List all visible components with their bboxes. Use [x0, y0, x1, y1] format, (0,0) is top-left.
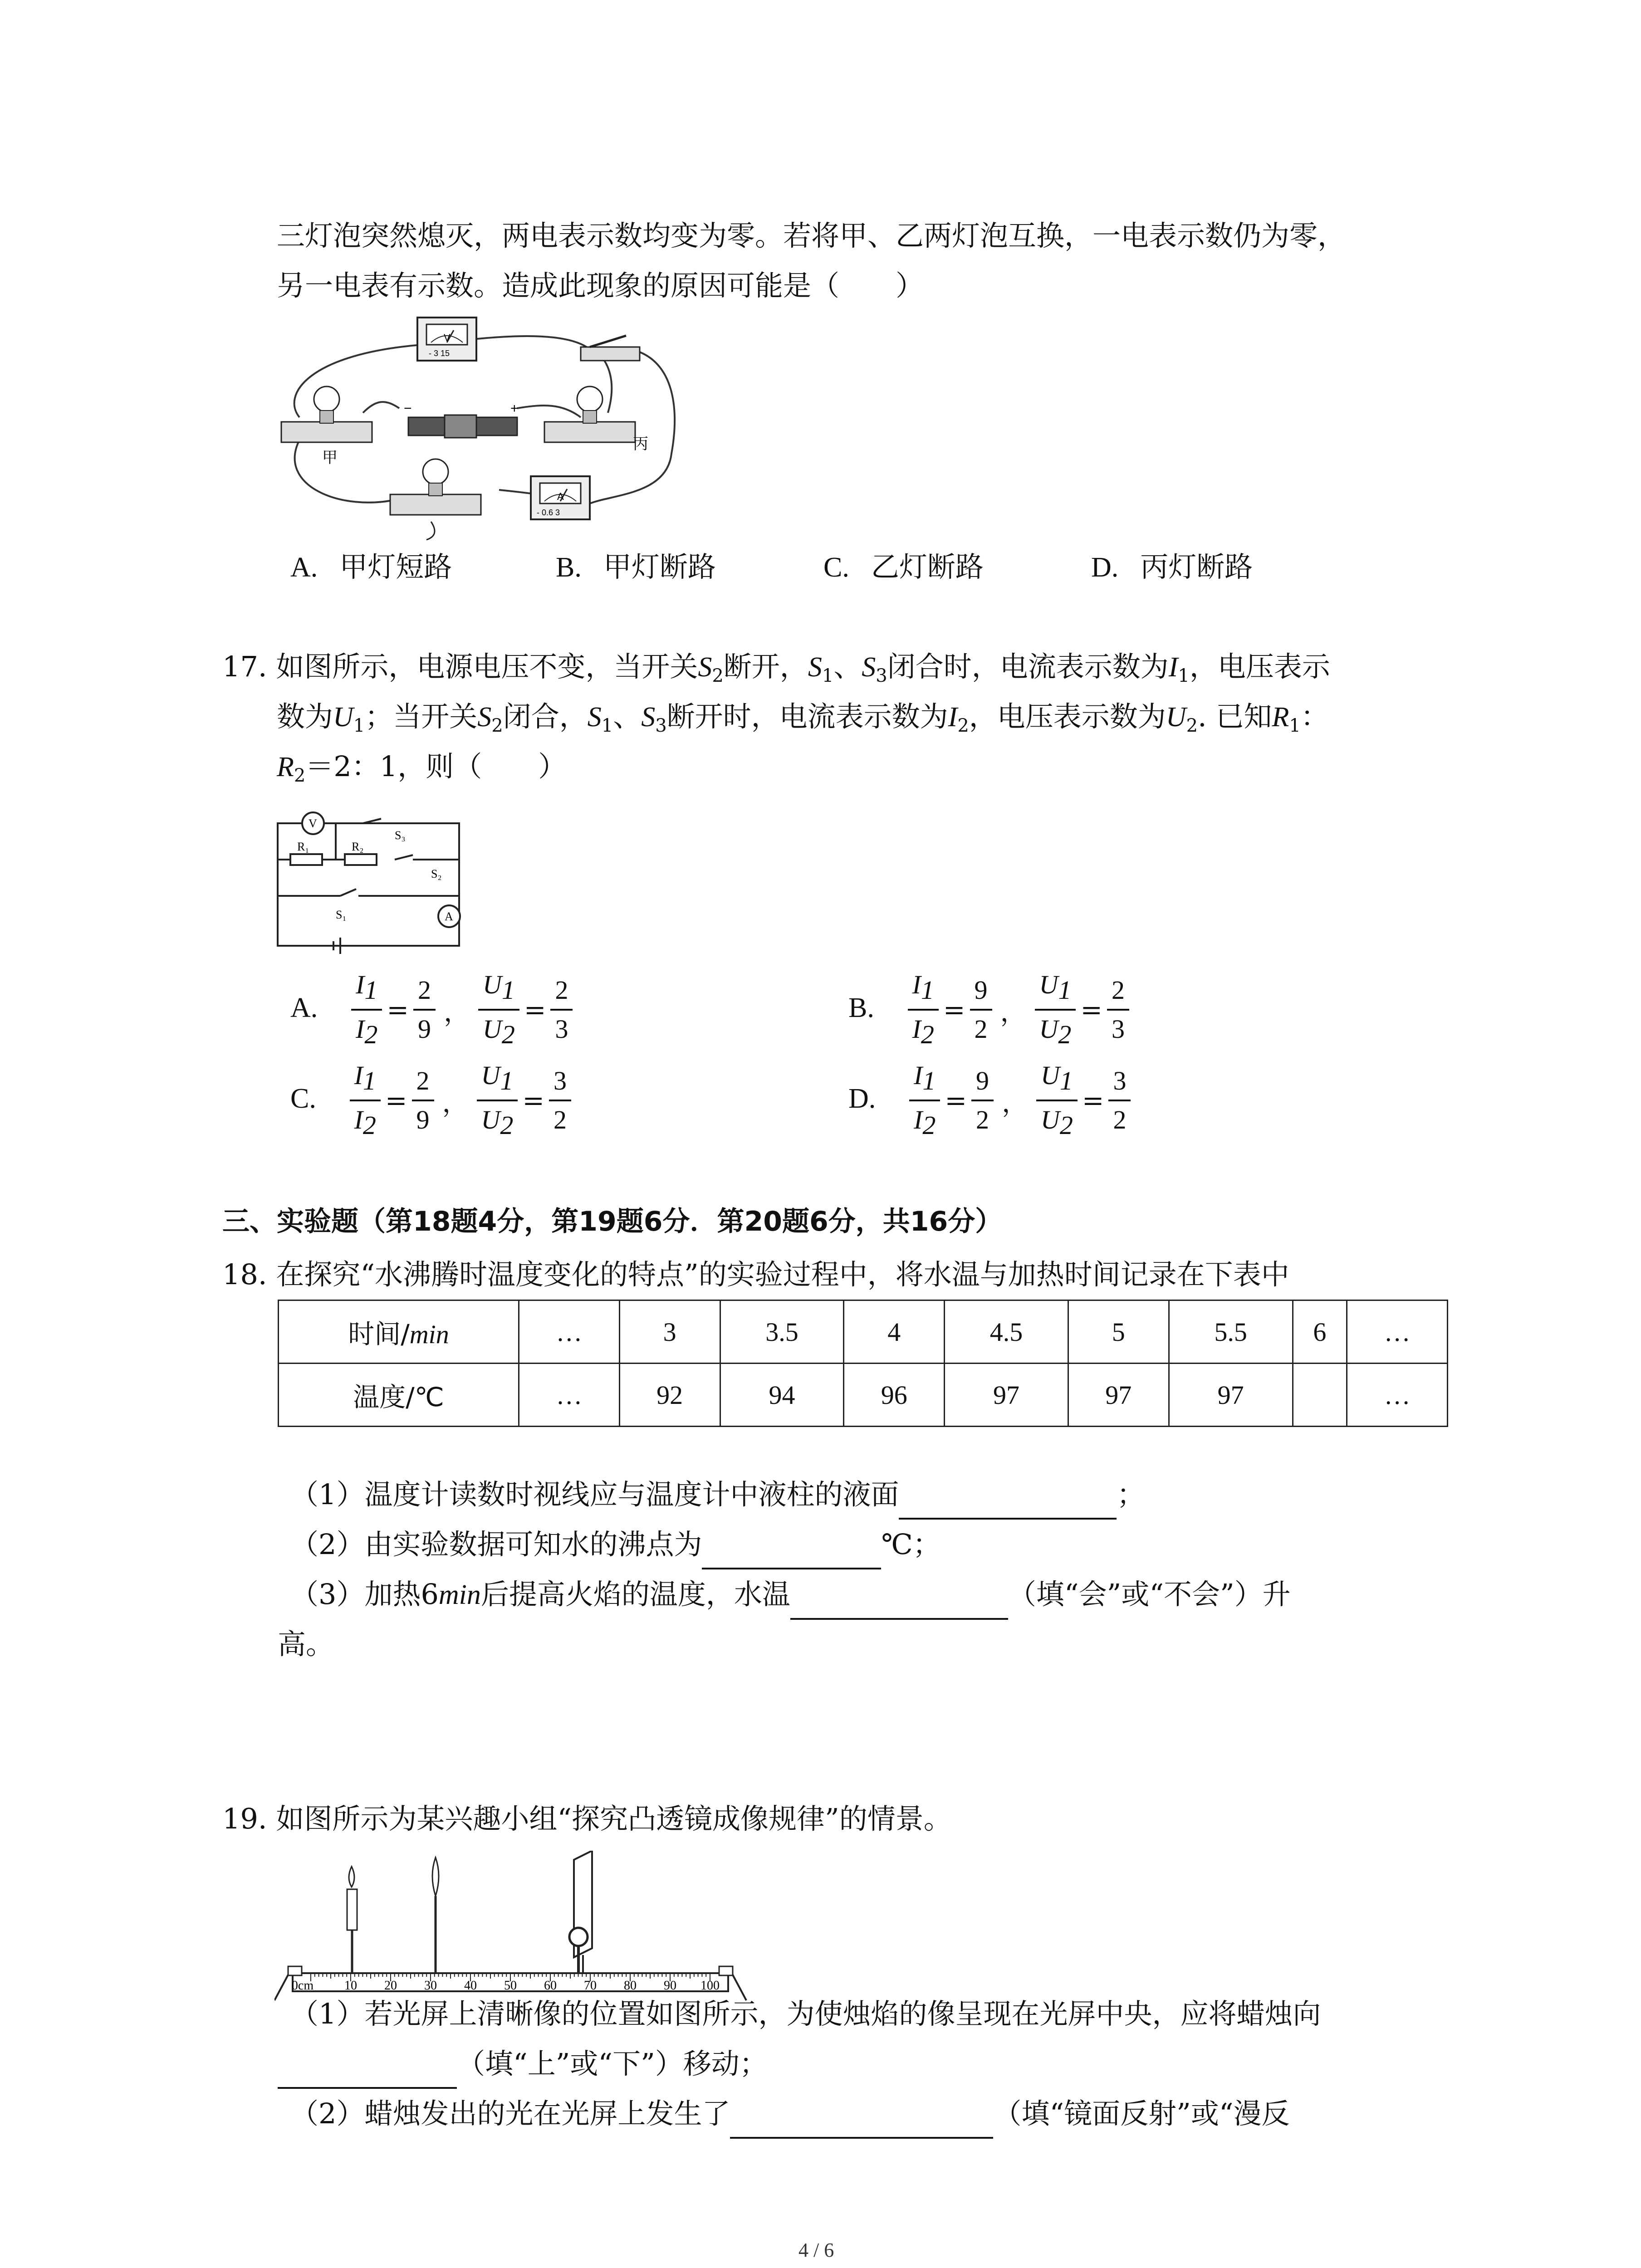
q19-optical-bench-figure — [274, 1851, 755, 2005]
ruler-label: 80 — [624, 1979, 637, 1993]
q17-fig-r2: R₂ — [352, 840, 364, 853]
q19-blank-2[interactable] — [730, 2107, 993, 2139]
table-cell: … — [1347, 1364, 1448, 1427]
ruler-label: 0cm — [291, 1979, 314, 1993]
q17-fig-r1: R₁ — [297, 840, 309, 853]
ruler-label: 90 — [664, 1979, 676, 1993]
table-cell-empty[interactable] — [1293, 1364, 1347, 1427]
table-cell: … — [519, 1300, 620, 1364]
q19-stem: 19. 如图所示为某兴趣小组“探究凸透镜成像规律”的情景。 — [222, 1802, 952, 1835]
q17-option-b[interactable]: B. $\frac{I1}{I2}$ = $\frac{9}{2}$ ， $\frac{U1}{U2}$ = $\frac{2}{3}$ — [848, 966, 1132, 1053]
q19-part1-cont: （填“上”或“下”）移动； — [278, 2039, 768, 2089]
table-cell: 3.5 — [720, 1300, 844, 1364]
table-row — [279, 1364, 1448, 1427]
q19-part2: （2）蜡烛发出的光在光屏上发生了 （填“镜面反射”或“漫反 — [290, 2089, 1290, 2139]
q18-blank-3[interactable] — [790, 1588, 1008, 1620]
ammeter-bottom — [531, 476, 590, 519]
table-cell: 94 — [720, 1364, 844, 1427]
q17-option-c[interactable]: C. $\frac{I1}{I2}$ = $\frac{2}{9}$ ， $\frac{U1}{U2}$ = $\frac{3}{2}$ — [290, 1057, 574, 1144]
ruler-label: 70 — [584, 1979, 597, 1993]
q16-stem-line2: 另一电表有示数。造成此现象的原因可能是（ ） — [277, 269, 924, 302]
q18-part2: （2）由实验数据可知水的沸点为 ℃； — [290, 1520, 941, 1569]
q17-option-a[interactable]: A. $\frac{I1}{I2}$ = $\frac{2}{9}$ ， $\frac{U1}{U2}$ = $\frac{2}{3}$ — [290, 966, 575, 1053]
meter-a-label: A — [557, 491, 564, 502]
meter-a-terminals: - 0.6 3 — [537, 508, 560, 517]
q17-line2: 数为$U_1$；当开关$S_2$闭合，$S_1$、$S_3$断开时，电流表示数为$I_2$，电压表示数为$U_2$. 已知$R_1$： — [277, 700, 1329, 736]
label-bing: 丙 — [633, 435, 648, 453]
q19-blank-1[interactable] — [278, 2057, 457, 2089]
q17-fig-s2: S₂ — [431, 867, 442, 880]
table-cell: … — [519, 1364, 620, 1427]
battery-minus: − — [404, 401, 412, 416]
q17-fig-v: V — [309, 817, 317, 830]
bulb-yi — [390, 459, 481, 540]
bulb-bing — [544, 386, 648, 453]
q17-fig-s1: S₁ — [336, 908, 347, 921]
q16-option-c[interactable]: C. 乙灯断路 — [823, 550, 984, 583]
meter-v-label: V — [444, 332, 451, 343]
q17-fig-s3: S₃ — [395, 829, 406, 842]
table-cell: 3 — [619, 1300, 720, 1364]
battery-plus: + — [510, 401, 519, 416]
page-number: 4 / 6 — [798, 2239, 834, 2261]
label-jia: 甲 — [322, 449, 338, 467]
ruler-label: 20 — [384, 1979, 397, 1993]
q18-part1: （1）温度计读数时视线应与温度计中液柱的液面 ； — [290, 1470, 1145, 1520]
section-title: 三、实验题（第18题4分，第19题6分．第20题6分，共16分） — [222, 1206, 1003, 1237]
q17-line3: $R_2=2$：1，则（ ） — [277, 750, 567, 786]
q18-blank-1[interactable] — [899, 1488, 1117, 1520]
table-cell: 96 — [844, 1364, 945, 1427]
q18-part3: （3）加热6min后提高火焰的温度，水温 （填“会”或“不会”）升 — [290, 1569, 1291, 1620]
table-cell: 6 — [1293, 1300, 1347, 1364]
q18-stem: 18. 在探究“水沸腾时温度变化的特点”的实验过程中，将水温与加热时间记录在下表中 — [222, 1258, 1289, 1291]
table-head-temp: 温度/℃ — [279, 1364, 519, 1427]
voltmeter-top — [417, 318, 476, 361]
q16-option-a[interactable]: A. 甲灯短路 — [290, 550, 452, 583]
q18-blank-2[interactable] — [702, 1538, 881, 1569]
table-head-time: 时间/min — [279, 1300, 519, 1364]
table-cell: 97 — [1169, 1364, 1293, 1427]
q16-stem-line1: 三灯泡突然熄灭，两电表示数均变为零。若将甲、乙两灯泡互换，一电表示数仍为零， — [277, 219, 1346, 252]
ruler-label: 50 — [504, 1979, 517, 1993]
q18-data-table — [278, 1300, 1448, 1427]
ruler-label: 10 — [344, 1979, 357, 1993]
q16-option-d[interactable]: D. 丙灯断路 — [1091, 550, 1253, 583]
q18-part3-cont: 高。 — [278, 1628, 334, 1661]
meter-terminals: - 3 15 — [429, 349, 450, 358]
battery — [404, 401, 519, 438]
table-cell: 97 — [1068, 1364, 1169, 1427]
ruler-label: 60 — [544, 1979, 557, 1993]
q16-circuit-figure — [272, 304, 726, 558]
q16-option-b[interactable]: B. 甲灯断路 — [556, 550, 716, 583]
table-cell: 5 — [1068, 1300, 1169, 1364]
table-cell: 4 — [844, 1300, 945, 1364]
q17-line1: 17. 如图所示，电源电压不变，当开关$S_2$断开，$S_1$、$S_3$闭合时，电流表示数为$I_1$，电压表示 — [222, 650, 1330, 686]
table-cell: … — [1347, 1300, 1448, 1364]
q17-option-d[interactable]: D. $\frac{I1}{I2}$ = $\frac{9}{2}$ ， $\frac{U1}{U2}$ = $\frac{3}{2}$ — [848, 1057, 1133, 1144]
q19-part1: （1）若光屏上清晰像的位置如图所示，为使烛焰的像呈现在光屏中央，应将蜡烛向 — [290, 1997, 1321, 2030]
table-cell: 97 — [945, 1364, 1068, 1427]
q17-circuit-figure — [272, 805, 467, 955]
table-cell: 5.5 — [1169, 1300, 1293, 1364]
ruler-label: 40 — [464, 1979, 477, 1993]
table-row — [279, 1300, 1448, 1364]
ruler-label: 100 — [700, 1979, 720, 1993]
table-cell: 92 — [619, 1364, 720, 1427]
q17-fig-a: A — [445, 910, 453, 923]
ruler-label: 30 — [424, 1979, 437, 1993]
table-cell: 4.5 — [945, 1300, 1068, 1364]
